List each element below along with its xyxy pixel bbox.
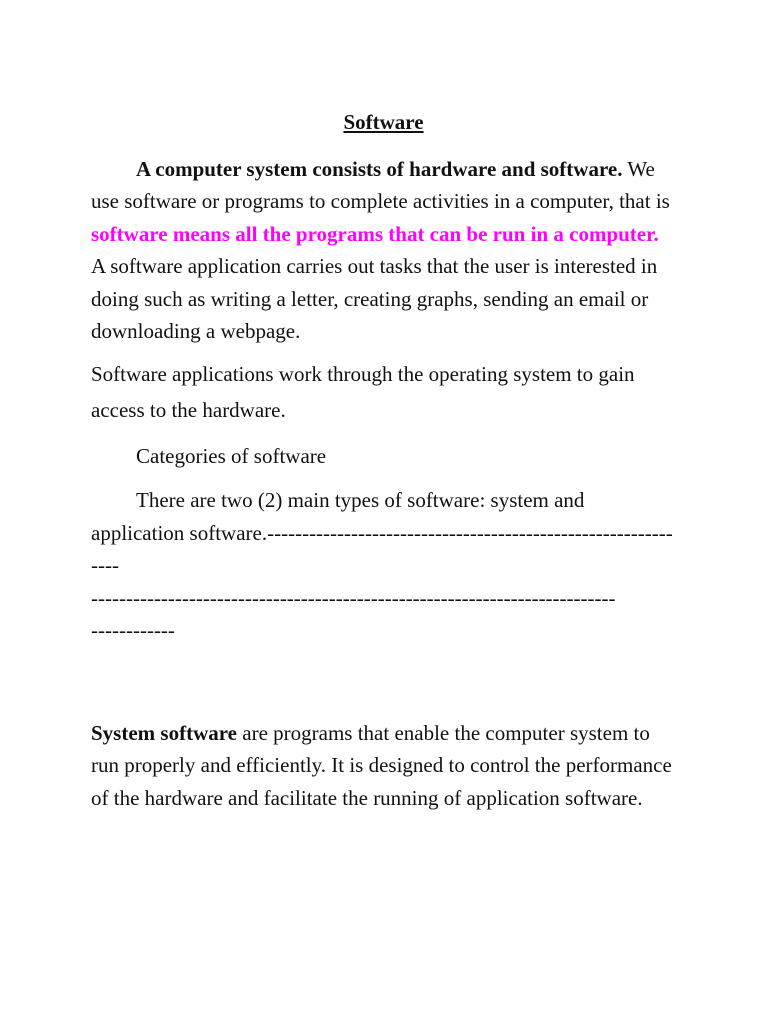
types-text: There are two (2) main types of software: system and application software. [91, 488, 585, 545]
system-software-term: System software [91, 720, 237, 745]
paragraph-intro [91, 153, 676, 348]
intro-highlight: software means all the programs that can be run in a computer. [91, 221, 659, 246]
intro-lead-bold: A computer system consists of hardware and software. [136, 156, 623, 181]
types-dashes-1: -------------------------------------------------------------- [91, 520, 673, 577]
paragraph-types [91, 484, 676, 582]
document-page [91, 106, 676, 814]
document-title: Software [343, 110, 424, 134]
types-dashes-3: ------------ [91, 618, 175, 642]
types-dashes-2: --------------------------------------------------------------------------- [91, 585, 616, 610]
intro-text-b: A software application carries out tasks that the user is interested in doing such as writing a letter, creating graphs, sending an email or downloading a webpage. [91, 254, 658, 343]
paragraph-categories: Categories of software [136, 443, 327, 468]
intro-text-a: We use software or programs to complete activities in a computer, that is [91, 156, 670, 213]
paragraph-operating-system: Software applications work through the operating system to gain access to the hardware. [91, 361, 635, 422]
paragraph-system-software [91, 717, 676, 815]
system-software-text: are programs that enable the computer system to run properly and efficiently. It is designed to control the performance of the hardware and facilitate the running of application software. [91, 720, 672, 810]
